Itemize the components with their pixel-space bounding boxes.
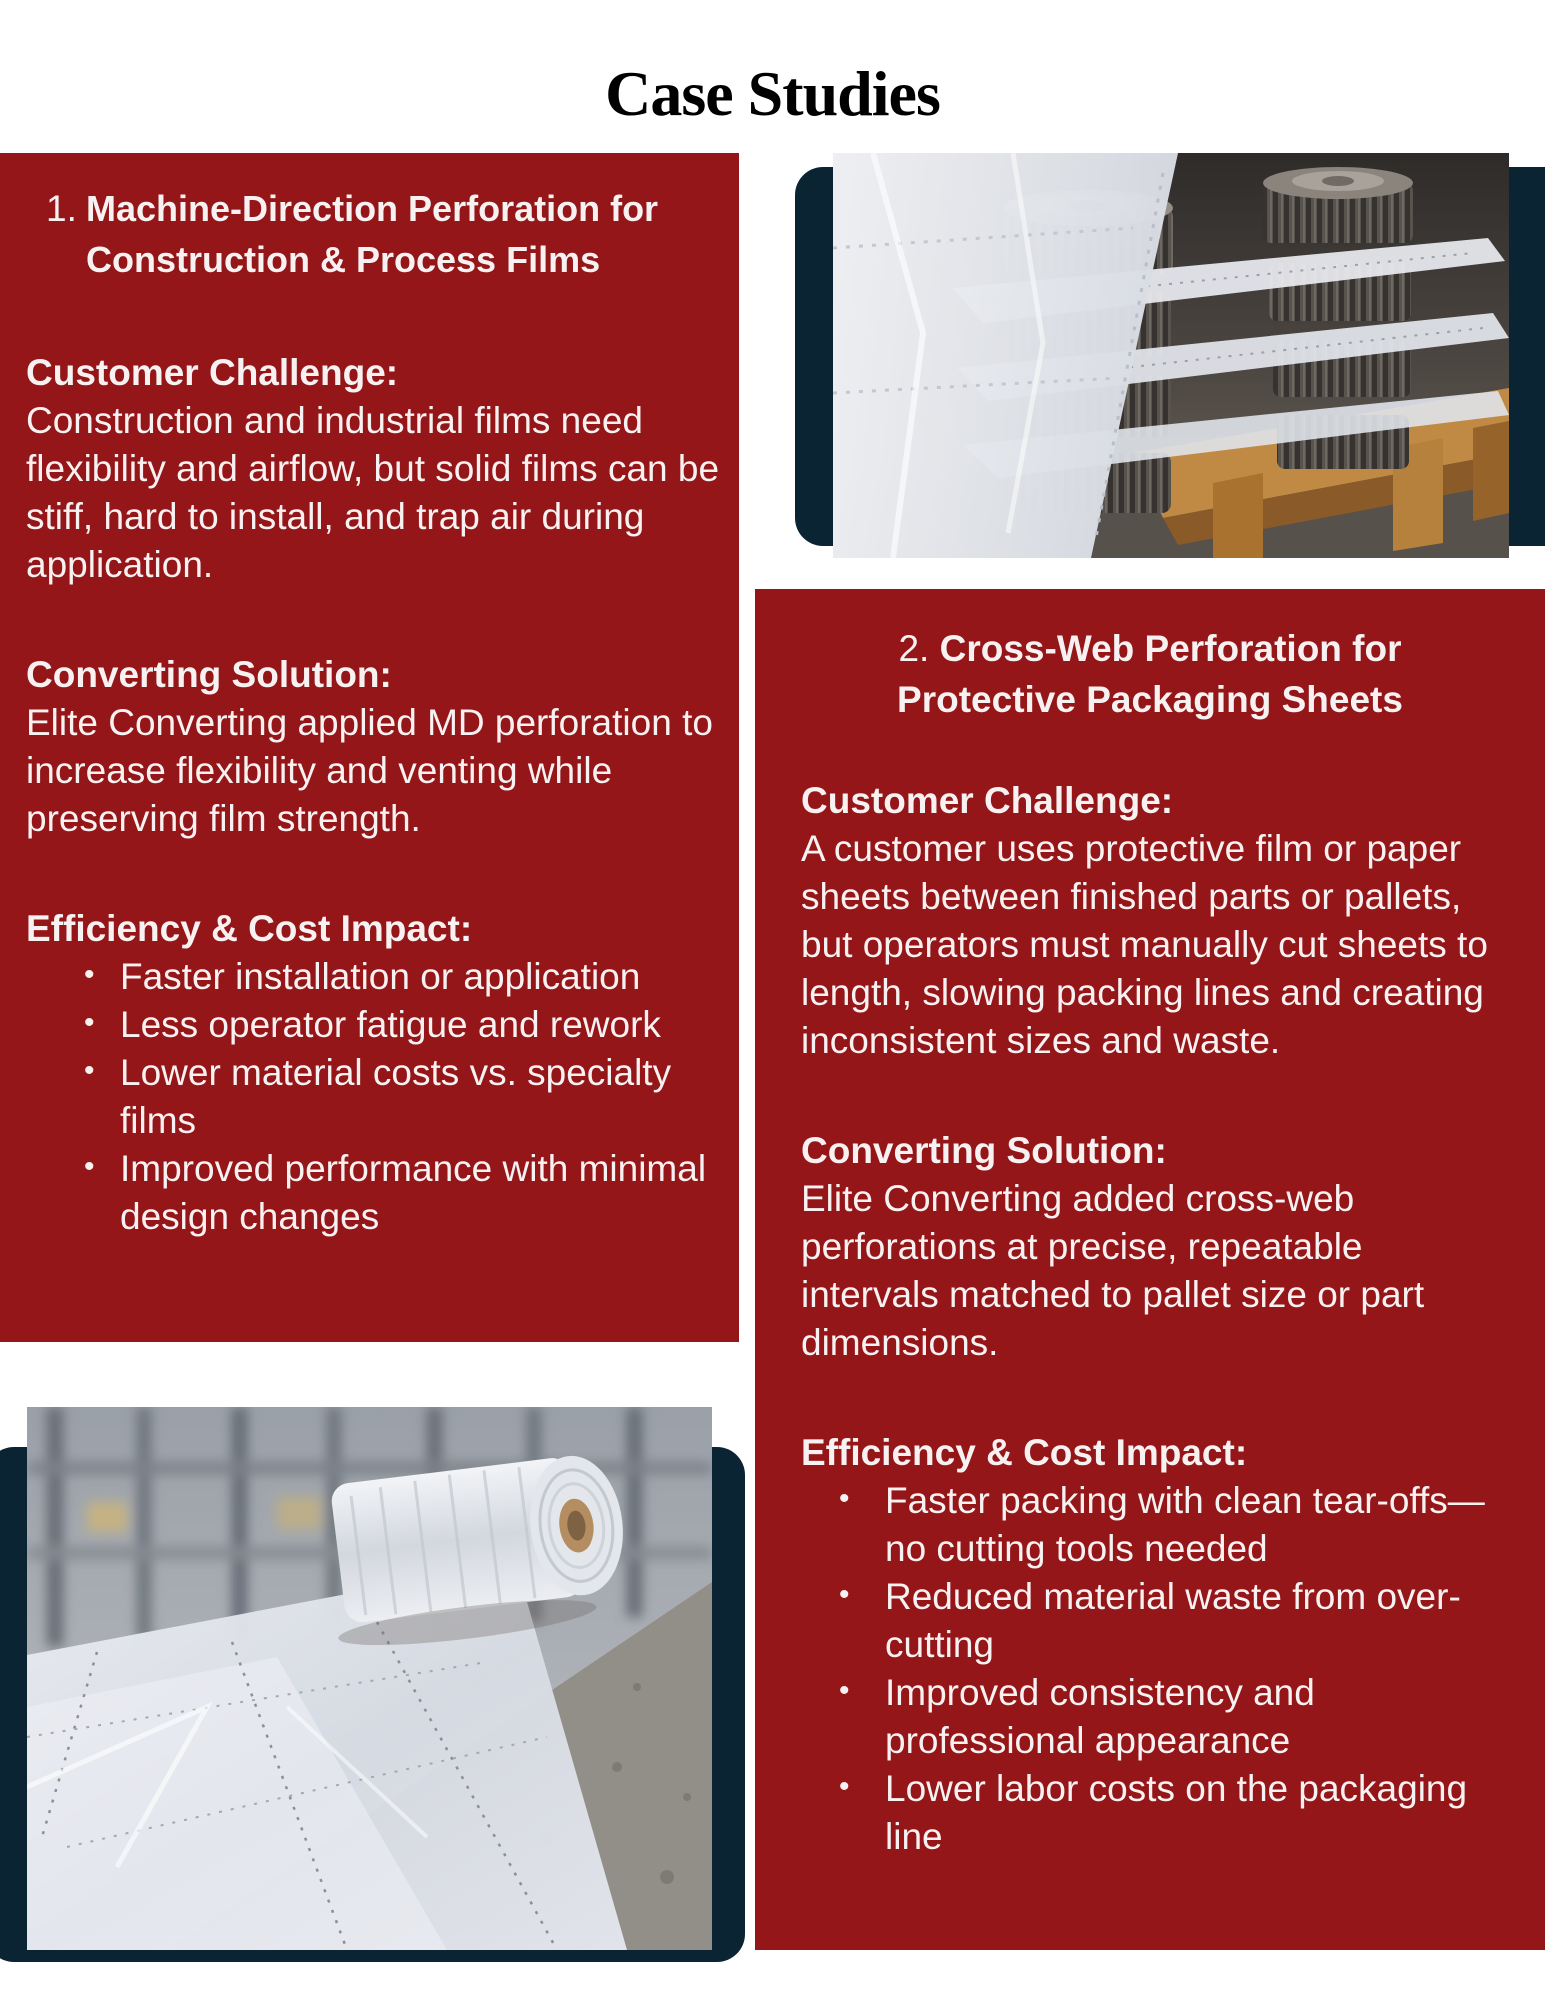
list-item: • Lower material costs vs. specialty films (26, 1049, 727, 1145)
list-item: • Improved performance with minimal design changes (26, 1145, 727, 1241)
case1-panel (0, 153, 739, 1342)
case2-panel (755, 589, 1545, 1950)
case1-number: 1. (46, 188, 77, 229)
case2-benefit-list (801, 1477, 1499, 1861)
unrolled-film-sheet (27, 1592, 627, 1950)
page-title: Case Studies (605, 57, 940, 129)
film-roll-photo (27, 1407, 712, 1950)
section-body: Elite Converting added cross-web perforations at precise, repeatable intervals matched to pallet size or part dimensions. (801, 1178, 1425, 1363)
case2-heading (850, 623, 1450, 725)
list-item: • Less operator fatigue and rework (26, 1001, 727, 1049)
case2-customer-challenge (801, 777, 1499, 1065)
list-item: • Improved consistency and professional appearance (801, 1669, 1499, 1765)
case1-benefit-list (26, 953, 727, 1241)
section-label: Efficiency & Cost Impact: (26, 908, 473, 949)
section-label: Customer Challenge: (801, 780, 1174, 821)
case1-customer-challenge (26, 349, 727, 589)
section-label: Efficiency & Cost Impact: (801, 1432, 1248, 1473)
case2-efficiency-impact (801, 1429, 1499, 1861)
case1-heading-text: Machine-Direction Perforation for Construction & Process Films (86, 188, 659, 280)
section-label: Converting Solution: (26, 654, 392, 695)
section-body: Construction and industrial films need flexibility and airflow, but solid films can be stiff, hard to install, and trap air during application. (26, 400, 720, 585)
case2-number: 2. (898, 628, 930, 669)
section-label: Customer Challenge: (26, 352, 399, 393)
section-label: Converting Solution: (801, 1130, 1167, 1171)
list-item: • Faster installation or application (26, 953, 727, 1001)
case1-efficiency-impact (26, 905, 727, 1241)
gears-pallet-photo (833, 153, 1509, 558)
list-item: • Reduced material waste from over-cutting (801, 1573, 1499, 1669)
list-item: • Lower labor costs on the packaging line (801, 1765, 1499, 1861)
list-item: • Faster packing with clean tear-offs—no cutting tools needed (801, 1477, 1499, 1573)
case2-converting-solution (801, 1127, 1499, 1367)
case1-converting-solution (26, 651, 727, 843)
case2-heading-text: Cross-Web Perforation for Protective Packaging Sheets (897, 628, 1403, 720)
section-body: A customer uses protective film or paper sheets between finished parts or pallets, but operators must manually cut sheets to length, slowing packing lines and creating inconsistent sizes and waste. (801, 828, 1488, 1061)
case1-heading (46, 183, 727, 285)
section-body: Elite Converting applied MD perforation to increase flexibility and venting while preserving film strength. (26, 702, 713, 839)
